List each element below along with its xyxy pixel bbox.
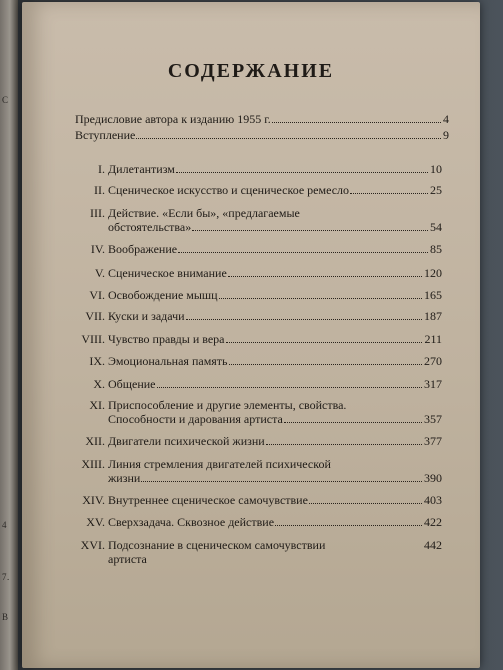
toc-chapter-6 xyxy=(58,288,442,302)
toc-entry-label: Двигатели психической жизни xyxy=(108,434,265,448)
toc-entry-label: Сверхзадача. Сквозное действие xyxy=(108,515,275,529)
toc-entry-label: Дилетантизм xyxy=(108,162,175,176)
chapter-number: V. xyxy=(94,266,105,280)
dot-leader xyxy=(275,525,422,526)
toc-page-number: 85 xyxy=(430,242,442,256)
facing-page-fragment: 7. xyxy=(2,572,10,582)
toc-entry-preface xyxy=(75,112,449,126)
toc-entry-label-line2: Способности и дарования артиста xyxy=(108,412,283,426)
chapter-number: IV. xyxy=(90,242,105,256)
toc-entry-label: Общение xyxy=(108,377,156,391)
toc-page-number: 270 xyxy=(424,354,442,368)
chapter-number: XIII. xyxy=(81,457,105,471)
toc-chapter-4 xyxy=(58,242,442,256)
toc-page-number: 4 xyxy=(443,112,449,126)
facing-page-fragment: C xyxy=(2,95,9,105)
toc-page-number: 377 xyxy=(424,434,442,448)
dot-leader xyxy=(176,172,428,173)
toc-entry-label: Эмоциональная память xyxy=(108,354,228,368)
chapter-number: IX. xyxy=(89,354,105,368)
chapter-number: I. xyxy=(98,162,105,176)
toc-entry-label-line2: артиста xyxy=(108,552,147,566)
toc-page-number: 403 xyxy=(424,493,442,507)
toc-entry-label: Куски и задачи xyxy=(108,309,185,323)
toc-entry-introduction xyxy=(75,128,449,142)
toc-chapter-10 xyxy=(58,377,442,391)
toc-entry-label-line2: жизни xyxy=(108,471,141,485)
chapter-number: XVI. xyxy=(80,538,105,552)
chapter-number: XI. xyxy=(89,398,105,412)
dot-leader xyxy=(229,364,422,365)
toc-entry-label: Сценическое искусство и сценическое ремесло xyxy=(108,183,350,197)
toc-chapter-8 xyxy=(58,332,442,346)
toc-page-number: 165 xyxy=(424,288,442,302)
chapter-number: VI. xyxy=(89,288,105,302)
toc-entry-label-line1: Подсознание в сценическом самочувствии xyxy=(108,538,326,552)
dot-leader xyxy=(272,122,441,123)
dot-leader xyxy=(186,319,422,320)
facing-page-edge xyxy=(0,0,18,670)
dot-leader xyxy=(219,298,422,299)
chapter-number: III. xyxy=(90,206,105,220)
toc-page-number: 10 xyxy=(430,162,442,176)
facing-page-fragment: 4 xyxy=(2,520,7,530)
toc-chapter-3 xyxy=(58,206,442,234)
toc-chapter-2 xyxy=(58,183,442,197)
toc-chapter-9 xyxy=(58,354,442,368)
toc-entry-label-line1: Приспособление и другие элементы, свойства. xyxy=(108,398,347,412)
dot-leader xyxy=(228,276,422,277)
dot-leader xyxy=(226,342,423,343)
toc-page-number: 317 xyxy=(424,377,442,391)
chapter-number: II. xyxy=(94,183,105,197)
toc-page-number: 390 xyxy=(424,471,442,485)
toc-chapter-13 xyxy=(58,457,442,485)
chapter-number: XV. xyxy=(86,515,105,529)
toc-page-number: 357 xyxy=(424,412,442,426)
dot-leader xyxy=(266,444,422,445)
dot-leader xyxy=(309,503,422,504)
toc-chapter-14 xyxy=(58,493,442,507)
toc-page-number: 187 xyxy=(424,309,442,323)
toc-chapter-15 xyxy=(58,515,442,529)
book-page xyxy=(22,2,480,668)
toc-chapter-16 xyxy=(58,538,442,566)
toc-page-number: 120 xyxy=(424,266,442,280)
toc-chapter-5 xyxy=(58,266,442,280)
toc-page-number: 54 xyxy=(430,220,442,234)
facing-page-fragment: B xyxy=(2,612,9,622)
toc-page-number: 25 xyxy=(430,183,442,197)
toc-page-number: 9 xyxy=(443,128,449,142)
dot-leader xyxy=(157,387,422,388)
dot-leader xyxy=(178,252,428,253)
toc-entry-label: Внутреннее сценическое самочувствие xyxy=(108,493,308,507)
dot-leader xyxy=(192,230,428,231)
dot-leader xyxy=(136,138,441,139)
toc-page-number: 211 xyxy=(424,332,442,346)
chapter-number: VIII. xyxy=(81,332,105,346)
toc-entry-label: Воображение xyxy=(108,242,178,256)
chapter-number: VII. xyxy=(85,309,105,323)
chapter-number: X. xyxy=(93,377,105,391)
toc-entry-label: Сценическое внимание xyxy=(108,266,227,280)
chapter-number: XII. xyxy=(85,434,105,448)
toc-entry-label-line2: обстоятельства» xyxy=(108,220,192,234)
toc-entry-label-line1: Действие. «Если бы», «предлагаемые xyxy=(108,206,300,220)
toc-chapter-12 xyxy=(58,434,442,448)
dot-leader xyxy=(141,481,422,482)
toc-page-number: 422 xyxy=(424,515,442,529)
chapter-number: XIV. xyxy=(82,493,105,507)
toc-page-number: 442 xyxy=(424,538,442,552)
toc-chapter-7 xyxy=(58,309,442,323)
toc-chapter-11 xyxy=(58,398,442,426)
toc-entry-label: Освобождение мышц xyxy=(108,288,218,302)
toc-entry-label: Чувство правды и вера xyxy=(108,332,225,346)
toc-chapter-1 xyxy=(58,162,442,176)
page-title: СОДЕРЖАНИЕ xyxy=(167,60,335,82)
dot-leader xyxy=(350,193,428,194)
toc-entry-label: Предисловие автора к изданию 1955 г. xyxy=(75,112,271,126)
toc-entry-label: Вступление xyxy=(75,128,136,142)
toc-entry-label-line1: Линия стремления двигателей психической xyxy=(108,457,331,471)
dot-leader xyxy=(284,422,422,423)
